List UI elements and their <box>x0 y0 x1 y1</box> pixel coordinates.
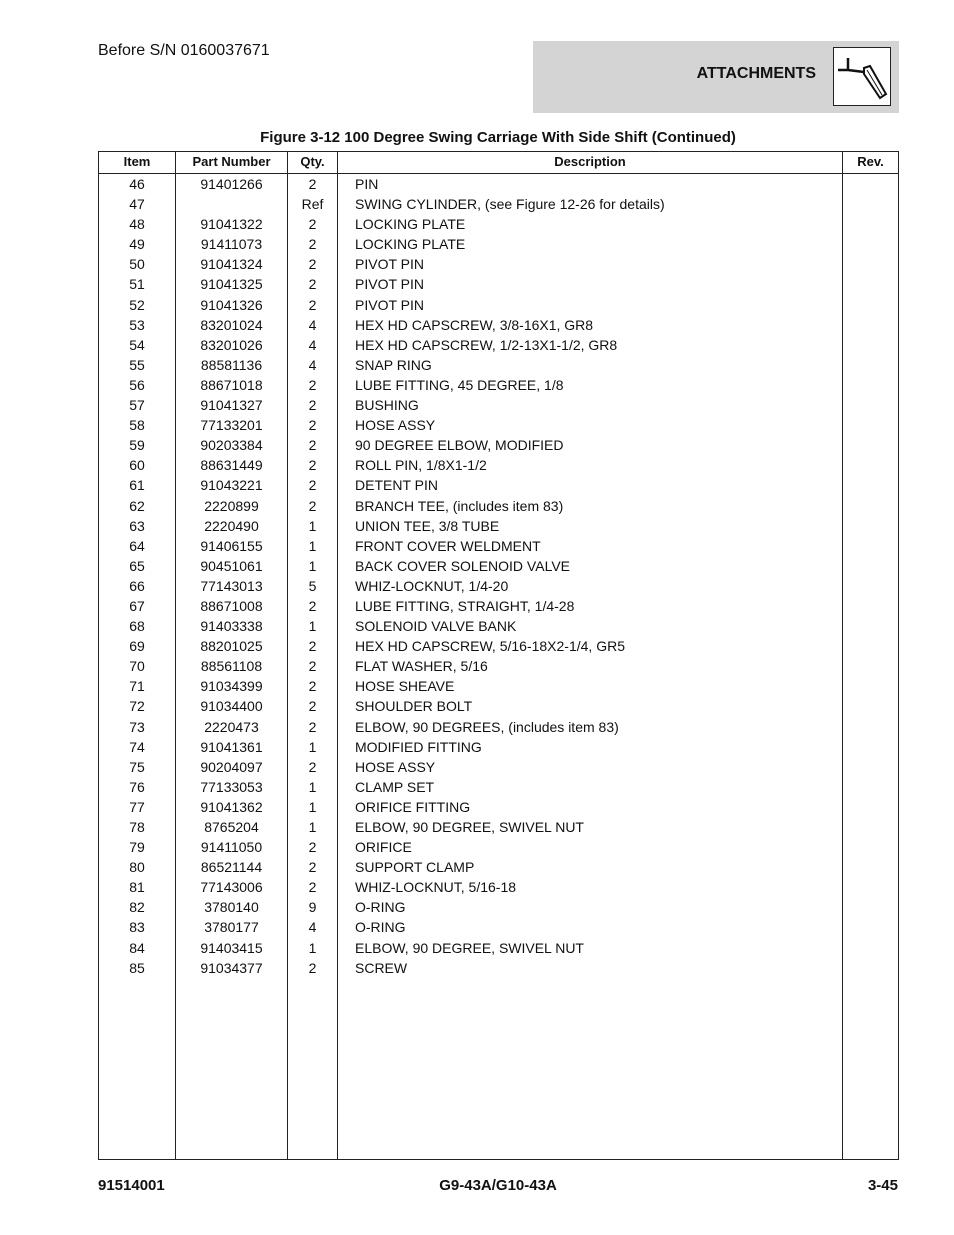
table-row <box>99 516 898 536</box>
qty-cell: 2 <box>308 758 317 775</box>
part-number-cell: 77133201 <box>200 417 263 434</box>
part-number-cell: 2220899 <box>204 497 259 514</box>
description-cell: LUBE FITTING, 45 DEGREE, 1/8 <box>355 376 564 393</box>
description-cell: FRONT COVER WELDMENT <box>355 537 541 554</box>
item-cell: 48 <box>129 216 145 233</box>
part-number-cell: 8765204 <box>204 819 259 835</box>
part-number-cell: 88581136 <box>200 356 263 373</box>
qty-cell: 5 <box>308 577 317 594</box>
part-number-cell: 77133053 <box>200 778 263 795</box>
item-cell: 78 <box>129 819 145 835</box>
table-row <box>99 596 898 616</box>
table-row <box>99 536 898 556</box>
table-row <box>99 174 898 194</box>
description-cell: SOLENOID VALVE BANK <box>355 618 517 635</box>
qty-cell: 2 <box>308 236 317 253</box>
qty-cell: 2 <box>308 376 317 393</box>
part-number-cell: 91034399 <box>200 678 263 695</box>
item-cell: 59 <box>129 437 145 454</box>
description-cell: MODIFIED FITTING <box>355 738 482 755</box>
part-number-cell: 88631449 <box>200 457 263 474</box>
item-cell: 58 <box>129 417 145 434</box>
qty-cell: 2 <box>308 216 317 233</box>
description-cell: FLAT WASHER, 5/16 <box>355 658 488 675</box>
qty-cell: 2 <box>308 839 317 856</box>
qty-cell: 2 <box>308 397 317 414</box>
description-cell: SHOULDER BOLT <box>355 698 473 715</box>
part-number-cell: 91041324 <box>200 256 263 273</box>
table-row <box>99 797 898 817</box>
part-number-cell: 88201025 <box>200 638 263 655</box>
description-cell: SCREW <box>355 959 408 976</box>
section-title: ATTACHMENTS <box>696 65 816 82</box>
table-row <box>99 455 898 475</box>
description-cell: ROLL PIN, 1/8X1-1/2 <box>355 457 487 474</box>
header-description: Description <box>554 154 626 169</box>
description-cell: SNAP RING <box>355 356 432 373</box>
part-number-cell: 91411050 <box>200 839 263 856</box>
table-row <box>99 917 898 937</box>
qty-cell: 2 <box>308 437 317 454</box>
part-number-cell: 2220473 <box>204 718 259 735</box>
description-cell: O-RING <box>355 899 406 916</box>
qty-cell: 2 <box>308 718 317 735</box>
table-row <box>99 616 898 636</box>
description-cell: HEX HD CAPSCREW, 3/8-16X1, GR8 <box>355 316 594 333</box>
qty-cell: 1 <box>308 537 317 554</box>
description-cell: BRANCH TEE, (includes item 83) <box>355 497 564 514</box>
description-cell: LOCKING PLATE <box>355 216 466 233</box>
header-qty: Qty. <box>300 154 325 169</box>
item-cell: 83 <box>129 919 145 936</box>
item-cell: 49 <box>129 236 145 253</box>
item-cell: 77 <box>129 798 145 815</box>
item-cell: 53 <box>129 316 145 333</box>
table-row <box>99 877 898 897</box>
qty-cell: 2 <box>308 176 317 192</box>
part-number-cell: 91403415 <box>200 939 263 956</box>
header-part-number: Part Number <box>192 154 271 169</box>
part-number-cell: 90203384 <box>200 437 263 454</box>
qty-cell: 2 <box>308 959 317 976</box>
figure-title: Figure 3-12 100 Degree Swing Carriage With Side Shift (Continued) <box>260 129 736 146</box>
part-number-cell: 91041326 <box>200 296 263 313</box>
part-number-cell: 88671008 <box>200 597 263 614</box>
serial-number-note: Before S/N 0160037671 <box>98 42 270 59</box>
table-row <box>99 335 898 355</box>
description-cell: PIVOT PIN <box>355 276 424 293</box>
table-row <box>99 676 898 696</box>
qty-cell: 1 <box>308 738 317 755</box>
description-cell: ELBOW, 90 DEGREE, SWIVEL NUT <box>355 939 584 956</box>
description-cell: ELBOW, 90 DEGREE, SWIVEL NUT <box>355 819 584 835</box>
table-row <box>99 475 898 495</box>
qty-cell: 2 <box>308 658 317 675</box>
item-cell: 62 <box>129 497 145 514</box>
description-cell: ORIFICE FITTING <box>355 798 471 815</box>
header-item: Item <box>123 154 151 169</box>
part-number-cell: 3780140 <box>204 899 259 916</box>
qty-cell: 2 <box>308 698 317 715</box>
header-rev: Rev. <box>857 154 884 169</box>
description-cell: UNION TEE, 3/8 TUBE <box>355 517 500 534</box>
item-cell: 73 <box>129 718 145 735</box>
item-cell: 55 <box>129 356 145 373</box>
table-row <box>99 656 898 676</box>
item-cell: 54 <box>129 336 145 353</box>
description-cell: BUSHING <box>355 397 419 414</box>
table-row <box>99 375 898 395</box>
description-cell: ELBOW, 90 DEGREES, (includes item 83) <box>355 718 619 735</box>
item-cell: 79 <box>129 839 145 856</box>
attachment-hook-icon <box>833 47 891 106</box>
part-number-cell: 88671018 <box>200 376 263 393</box>
table-row <box>99 556 898 576</box>
qty-cell: 4 <box>308 919 317 936</box>
qty-cell: 2 <box>308 276 317 293</box>
description-cell: PIN <box>355 176 379 192</box>
table-row <box>99 194 898 214</box>
qty-cell: 4 <box>308 336 317 353</box>
item-cell: 60 <box>129 457 145 474</box>
qty-cell: Ref <box>301 196 324 213</box>
item-cell: 68 <box>129 618 145 635</box>
part-number-cell: 91041322 <box>200 216 263 233</box>
part-number-cell: 90451061 <box>200 557 263 574</box>
table-row <box>99 295 898 315</box>
qty-cell: 2 <box>308 879 317 896</box>
description-cell: WHIZ-LOCKNUT, 5/16-18 <box>355 879 517 896</box>
qty-cell: 1 <box>308 778 317 795</box>
item-cell: 63 <box>129 517 145 534</box>
part-number-cell: 91034377 <box>200 959 263 976</box>
part-number-cell: 91043221 <box>200 477 263 494</box>
part-number-cell: 88561108 <box>200 658 263 675</box>
item-cell: 66 <box>129 577 145 594</box>
table-row <box>99 415 898 435</box>
model-number: G9-43A/G10-43A <box>439 1177 557 1194</box>
qty-cell: 2 <box>308 256 317 273</box>
item-cell: 51 <box>129 276 145 293</box>
description-cell: DETENT PIN <box>355 477 438 494</box>
qty-cell: 2 <box>308 859 317 876</box>
table-row <box>99 274 898 294</box>
table-row <box>99 636 898 656</box>
table-row <box>99 737 898 757</box>
table-row <box>99 576 898 596</box>
item-cell: 80 <box>129 859 145 876</box>
qty-cell: 2 <box>308 638 317 655</box>
part-number-cell: 77143013 <box>200 577 263 594</box>
qty-cell: 2 <box>308 678 317 695</box>
description-cell: HOSE ASSY <box>355 417 436 434</box>
qty-cell: 9 <box>308 899 317 916</box>
part-number-cell: 77143006 <box>200 879 263 896</box>
table-row <box>99 837 898 857</box>
item-cell: 76 <box>129 778 145 795</box>
part-number-cell: 91401266 <box>200 176 263 192</box>
part-number-cell: 91406155 <box>200 537 263 554</box>
description-cell: PIVOT PIN <box>355 296 424 313</box>
table-row <box>99 757 898 777</box>
qty-cell: 2 <box>308 296 317 313</box>
part-number-cell: 91041361 <box>200 738 263 755</box>
table-row <box>99 315 898 335</box>
table-row <box>99 496 898 516</box>
table-row <box>99 435 898 455</box>
item-cell: 65 <box>129 557 145 574</box>
part-number-cell: 83201024 <box>200 316 263 333</box>
qty-cell: 1 <box>308 798 317 815</box>
part-number-cell: 91034400 <box>200 698 263 715</box>
part-number-cell: 91041327 <box>200 397 263 414</box>
table-row <box>99 234 898 254</box>
item-cell: 61 <box>129 477 145 494</box>
table-row <box>99 897 898 917</box>
description-cell: LUBE FITTING, STRAIGHT, 1/4-28 <box>355 597 575 614</box>
description-cell: BACK COVER SOLENOID VALVE <box>355 557 570 574</box>
description-cell: O-RING <box>355 919 406 936</box>
qty-cell: 1 <box>308 557 317 574</box>
item-cell: 57 <box>129 397 145 414</box>
table-body <box>99 174 898 978</box>
table-row <box>99 817 898 837</box>
description-cell: HOSE SHEAVE <box>355 678 455 695</box>
item-cell: 56 <box>129 376 145 393</box>
qty-cell: 2 <box>308 457 317 474</box>
part-number-cell: 86521144 <box>200 859 263 876</box>
table-row <box>99 355 898 375</box>
table-row <box>99 696 898 716</box>
table-row <box>99 254 898 274</box>
item-cell: 47 <box>129 196 145 213</box>
table-row <box>99 214 898 234</box>
qty-cell: 4 <box>308 356 317 373</box>
table-row <box>99 857 898 877</box>
description-cell: LOCKING PLATE <box>355 236 466 253</box>
page-number: 3-45 <box>867 1177 898 1194</box>
table-row <box>99 395 898 415</box>
description-cell: HEX HD CAPSCREW, 1/2-13X1-1/2, GR8 <box>355 336 618 353</box>
table-row <box>99 717 898 737</box>
table-row <box>99 958 898 978</box>
item-cell: 69 <box>129 638 145 655</box>
description-cell: HOSE ASSY <box>355 758 436 775</box>
part-number-cell: 91041325 <box>200 276 263 293</box>
item-cell: 74 <box>129 738 145 755</box>
item-cell: 75 <box>129 758 145 775</box>
parts-table <box>98 151 899 1160</box>
part-number-cell: 83201026 <box>200 336 263 353</box>
item-cell: 64 <box>129 537 145 554</box>
part-number-cell: 91411073 <box>200 236 263 253</box>
item-cell: 71 <box>129 678 145 695</box>
part-number-cell: 3780177 <box>204 919 259 936</box>
qty-cell: 2 <box>308 477 317 494</box>
item-cell: 50 <box>129 256 145 273</box>
description-cell: CLAMP SET <box>355 778 435 795</box>
section-tab <box>533 41 899 113</box>
description-cell: SUPPORT CLAMP <box>355 859 475 876</box>
item-cell: 85 <box>129 959 145 976</box>
qty-cell: 1 <box>308 618 317 635</box>
doc-number: 91514001 <box>98 1177 165 1194</box>
table-row <box>99 777 898 797</box>
item-cell: 52 <box>129 296 145 313</box>
description-cell: WHIZ-LOCKNUT, 1/4-20 <box>355 577 509 594</box>
qty-cell: 2 <box>308 597 317 614</box>
description-cell: ORIFICE <box>355 839 412 856</box>
qty-cell: 2 <box>308 497 317 514</box>
item-cell: 72 <box>129 698 145 715</box>
qty-cell: 1 <box>308 939 317 956</box>
table-row <box>99 938 898 958</box>
item-cell: 81 <box>129 879 145 896</box>
part-number-cell: 91041362 <box>200 798 263 815</box>
qty-cell: 2 <box>308 417 317 434</box>
part-number-cell: 91403338 <box>200 618 263 635</box>
qty-cell: 1 <box>308 517 317 534</box>
part-number-cell: 2220490 <box>204 517 259 534</box>
description-cell: SWING CYLINDER, (see Figure 12-26 for details) <box>355 196 665 213</box>
item-cell: 82 <box>129 899 145 916</box>
item-cell: 70 <box>129 658 145 675</box>
item-cell: 46 <box>129 176 145 192</box>
qty-cell: 4 <box>308 316 317 333</box>
item-cell: 84 <box>129 939 145 956</box>
part-number-cell: 90204097 <box>200 758 263 775</box>
description-cell: PIVOT PIN <box>355 256 424 273</box>
qty-cell: 1 <box>308 819 317 835</box>
item-cell: 67 <box>129 597 145 614</box>
description-cell: HEX HD CAPSCREW, 5/16-18X2-1/4, GR5 <box>355 638 625 655</box>
description-cell: 90 DEGREE ELBOW, MODIFIED <box>355 437 564 454</box>
